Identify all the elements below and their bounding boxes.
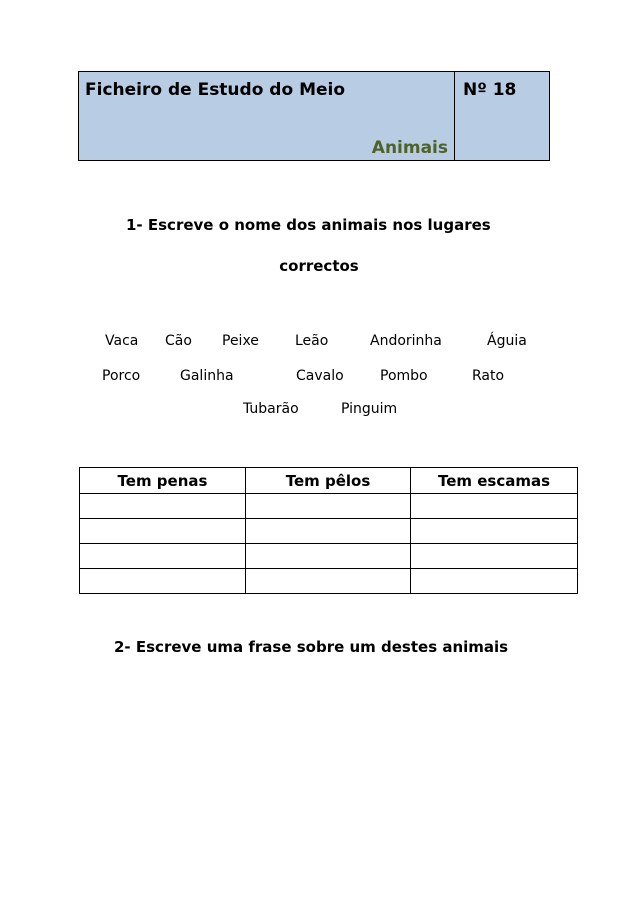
table-header-row: [80, 468, 578, 494]
word-bank-item: Tubarão: [243, 401, 299, 417]
word-bank-item: Porco: [102, 368, 141, 384]
word-bank-item: Andorinha: [370, 333, 442, 349]
column-header-scales: Tem escamas: [411, 468, 578, 494]
answer-cell[interactable]: [411, 569, 578, 594]
word-bank-item: Rato: [472, 368, 505, 384]
worksheet-title: Ficheiro de Estudo do Meio: [85, 80, 346, 100]
answer-cell[interactable]: [411, 494, 578, 519]
word-bank-item: Peixe: [222, 333, 259, 349]
word-bank-item: Vaca: [105, 333, 139, 349]
word-bank-item: Águia: [487, 333, 527, 349]
question-2-text: 2- Escreve uma frase sobre um destes animais: [114, 638, 509, 656]
table-row: [80, 519, 578, 544]
word-bank-item: Pombo: [380, 368, 428, 384]
table-row: [80, 569, 578, 594]
worksheet-subject: Animais: [371, 138, 448, 158]
word-bank-item: Galinha: [180, 368, 234, 384]
table-row: [80, 544, 578, 569]
word-bank-item: Pinguim: [341, 401, 398, 417]
worksheet-number: Nº 18: [463, 80, 517, 100]
column-header-fur: Tem pêlos: [246, 468, 411, 494]
answer-cell[interactable]: [80, 519, 246, 544]
answer-cell[interactable]: [246, 544, 411, 569]
answer-cell[interactable]: [246, 494, 411, 519]
answer-cell[interactable]: [246, 569, 411, 594]
answer-cell[interactable]: [80, 569, 246, 594]
word-bank-item: Cavalo: [296, 368, 344, 384]
answer-cell[interactable]: [411, 544, 578, 569]
table-row: [80, 494, 578, 519]
header-title-cell: [79, 72, 455, 161]
answer-cell[interactable]: [411, 519, 578, 544]
header-number-cell: [455, 72, 550, 161]
question-1-text-continued: correctos: [279, 257, 359, 275]
question-1-text: 1- Escreve o nome dos animais nos lugares: [126, 216, 491, 234]
word-bank-item: Cão: [165, 333, 192, 349]
word-bank-item: Leão: [295, 333, 329, 349]
classification-table: [79, 467, 578, 594]
worksheet-header: [78, 71, 550, 161]
column-header-feathers: Tem penas: [80, 468, 246, 494]
answer-cell[interactable]: [80, 494, 246, 519]
answer-cell[interactable]: [246, 519, 411, 544]
answer-cell[interactable]: [80, 544, 246, 569]
